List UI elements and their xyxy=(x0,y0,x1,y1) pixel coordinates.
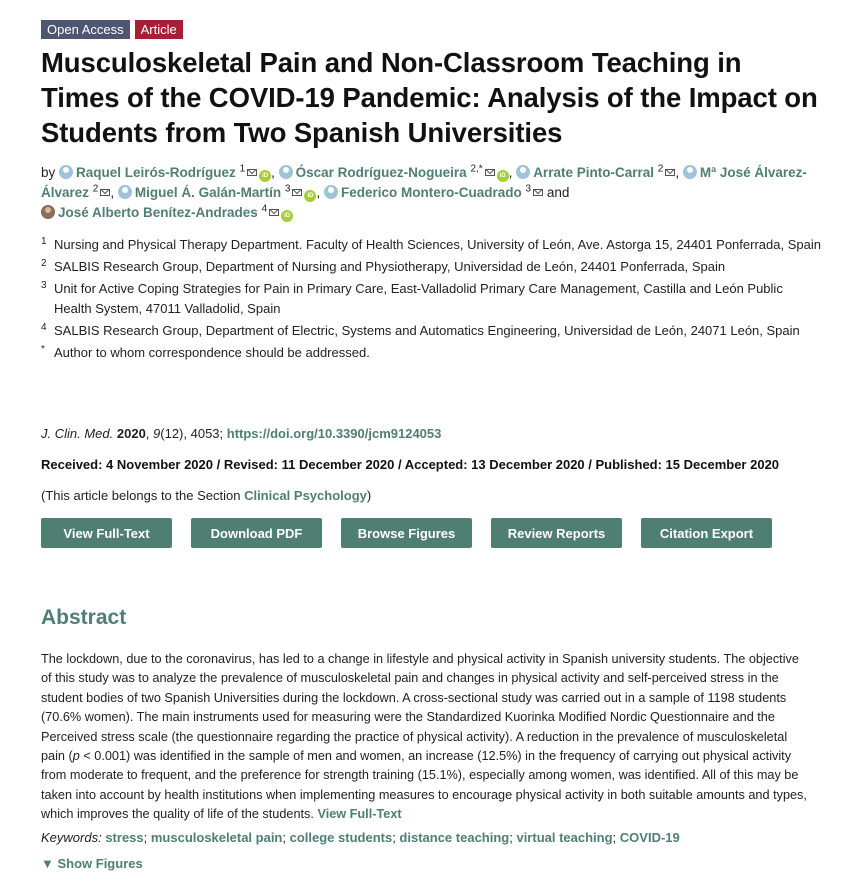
citation-export-button[interactable]: Citation Export xyxy=(641,518,772,548)
email-icon[interactable] xyxy=(292,189,302,196)
keywords-line: Keywords: stress; musculoskeletal pain; college students; distance teaching; virtual teaching; COVID-19 xyxy=(41,830,680,845)
author-photo-icon xyxy=(41,205,55,219)
abstract-text xyxy=(41,650,811,825)
author-link[interactable]: Mª José Álvarez-Álvarez xyxy=(41,165,807,200)
author-list: by Raquel Leirós-Rodríguez $^1$iD , Óscar Rodríguez-Nogueira $^{2,*}$iD , Arrate Pinto-Carral $^2$ , Mª José Álvarez-Álvarez $^2$ , Miguel Á. Galán-Martín $^3$iD , Federico Montero-Cuadrado $^3$ and José Alberto Benítez-Andrades $^4$iD xyxy=(41,163,807,220)
affiliation-item xyxy=(41,343,821,363)
section-line xyxy=(41,488,371,503)
affiliation-item xyxy=(41,257,821,277)
email-icon[interactable] xyxy=(269,209,279,216)
affiliation-number: 2 xyxy=(41,258,47,269)
email-icon[interactable] xyxy=(485,169,495,176)
affiliation-text: Unit for Active Coping Strategies for Pain in Primary Care, East-Valladolid Primary Care Management, Castilla and León Public Health System, 47011 Valladolid, Spain xyxy=(54,281,783,316)
browse-figures-button[interactable]: Browse Figures xyxy=(341,518,472,548)
affiliation-item xyxy=(41,279,821,319)
doi-link[interactable]: https://doi.org/10.3390/jcm9124053 xyxy=(226,426,442,441)
author-link[interactable]: Óscar Rodríguez-Nogueira xyxy=(295,165,467,180)
citation-year: 2020 xyxy=(116,426,146,441)
author-link[interactable]: José Alberto Benítez-Andrades xyxy=(58,205,258,220)
keyword-link[interactable]: stress xyxy=(105,830,144,845)
section-suffix: ) xyxy=(366,488,372,503)
author-affil-sup: 3 xyxy=(525,183,532,195)
publication-dates: Received: 4 November 2020 / Revised: 11 December 2020 / Accepted: 13 December 2020 / Published: 15 December 2020 xyxy=(41,457,780,472)
orcid-icon[interactable]: iD xyxy=(304,190,316,202)
abstract-p-symbol: p xyxy=(72,749,80,764)
by-label: by xyxy=(41,165,56,180)
author-affil-sup: 1 xyxy=(239,163,246,175)
and-label: and xyxy=(546,185,570,200)
affiliation-text: SALBIS Research Group, Department of Electric, Systems and Automatics Engineering, Universidad de León, 24071 León, Spain xyxy=(54,323,800,338)
author-avatar-icon xyxy=(59,165,73,179)
affiliation-number: 1 xyxy=(41,236,47,247)
author-affil-sup: 2 xyxy=(657,163,664,175)
affiliation-text: Author to whom correspondence should be addressed. xyxy=(54,345,370,360)
author-affil-sup: 4 xyxy=(261,203,268,215)
citation-volume: 9 xyxy=(153,426,161,441)
author-link[interactable]: Federico Montero-Cuadrado xyxy=(340,185,522,200)
abstract-view-full-text-link[interactable]: View Full-Text xyxy=(317,807,402,822)
abstract-heading: Abstract xyxy=(41,606,127,629)
citation-line: J. Clin. Med. 2020, 9(12), 4053; https://doi.org/10.3390/jcm9124053 xyxy=(41,426,442,441)
affiliation-text: SALBIS Research Group, Department of Nursing and Physiotherapy, Universidad de León, 24401 Ponferrada, Spain xyxy=(54,259,726,274)
article-title: Musculoskeletal Pain and Non-Classroom Teaching in Times of the COVID-19 Pandemic: Analysis of the Impact on Students from Two Spanish Universities xyxy=(41,47,818,148)
author-link[interactable]: Arrate Pinto-Carral xyxy=(533,165,654,180)
affiliation-item xyxy=(41,235,821,255)
show-figures-toggle[interactable]: ▼ Show Figures xyxy=(41,856,143,871)
author-avatar-icon xyxy=(516,165,530,179)
action-buttons xyxy=(41,518,772,548)
email-icon[interactable] xyxy=(665,169,675,176)
review-reports-button[interactable]: Review Reports xyxy=(491,518,622,548)
affiliation-item xyxy=(41,321,821,341)
author-avatar-icon xyxy=(279,165,293,179)
keyword-link[interactable]: musculoskeletal pain xyxy=(150,830,283,845)
affiliations-list xyxy=(41,235,821,365)
keyword-link[interactable]: college students xyxy=(289,830,393,845)
keyword-link[interactable]: virtual teaching xyxy=(516,830,613,845)
author-avatar-icon xyxy=(118,185,132,199)
journal-name: J. Clin. Med. xyxy=(41,426,114,441)
affiliation-text: Nursing and Physical Therapy Department. Faculty of Health Sciences, University of León, Ave. Astorga 15, 24401 Ponferrada, Spain xyxy=(54,237,821,252)
keywords-label: Keywords: xyxy=(41,830,102,845)
affiliation-number: 4 xyxy=(41,322,47,333)
badges xyxy=(41,20,183,39)
download-pdf-button[interactable]: Download PDF xyxy=(191,518,322,548)
view-full-text-button[interactable]: View Full-Text xyxy=(41,518,172,548)
orcid-icon[interactable]: iD xyxy=(497,170,509,182)
orcid-icon[interactable]: iD xyxy=(281,210,293,222)
email-icon[interactable] xyxy=(100,189,110,196)
keyword-link[interactable]: distance teaching xyxy=(399,830,510,845)
author-link[interactable]: Miguel Á. Galán-Martín xyxy=(134,185,282,200)
citation-issue-pages: (12), 4053; xyxy=(160,426,224,441)
section-link[interactable]: Clinical Psychology xyxy=(244,488,367,503)
author-affil-sup: 2,* xyxy=(470,163,483,175)
email-icon[interactable] xyxy=(247,169,257,176)
email-icon[interactable] xyxy=(533,189,543,196)
author-avatar-icon xyxy=(683,165,697,179)
section-prefix: (This article belongs to the Section xyxy=(41,488,245,503)
abstract-part-2: < 0.001) was identified in the sample of men and women, an increase (12.5%) in the frequency of carrying out physical activity from moderate to frequent, and the preference for strength training (15.1%), especially among women, was identified. All of this may be taken into account by health institutions when implementing measures to encourage physical activity in both suitable amounts and types, which improves the quality of life of the students. xyxy=(41,749,807,822)
open-access-badge[interactable]: Open Access xyxy=(41,20,130,39)
author-affil-sup: 2 xyxy=(92,183,99,195)
keyword-link[interactable]: COVID-19 xyxy=(619,830,680,845)
orcid-icon[interactable]: iD xyxy=(259,170,271,182)
affiliation-number: 3 xyxy=(41,280,47,291)
author-link[interactable]: Raquel Leirós-Rodríguez xyxy=(76,165,236,180)
affiliation-number: * xyxy=(41,344,45,355)
article-type-badge: Article xyxy=(135,20,183,39)
abstract-part-1: The lockdown, due to the coronavirus, has led to a change in lifestyle and physical activity in Spanish university students. The objective of this study was to analyze the prevalence of musculoskeletal pain and changes in physical activity and self-perceived stress in the student bodies of two Spanish Universities during the lockdown. A cross-sectional study was carried out in a sample of 1198 students (70.6% women). The main instruments used for measuring were the Standardized Kuorinka Modified Nordic Questionnaire and the Perceived stress scale (the questionnaire regarding the practice of physical activity). A reduction in the prevalence of musculoskeletal pain ( xyxy=(41,652,799,764)
author-affil-sup: 3 xyxy=(284,183,291,195)
author-avatar-icon xyxy=(324,185,338,199)
